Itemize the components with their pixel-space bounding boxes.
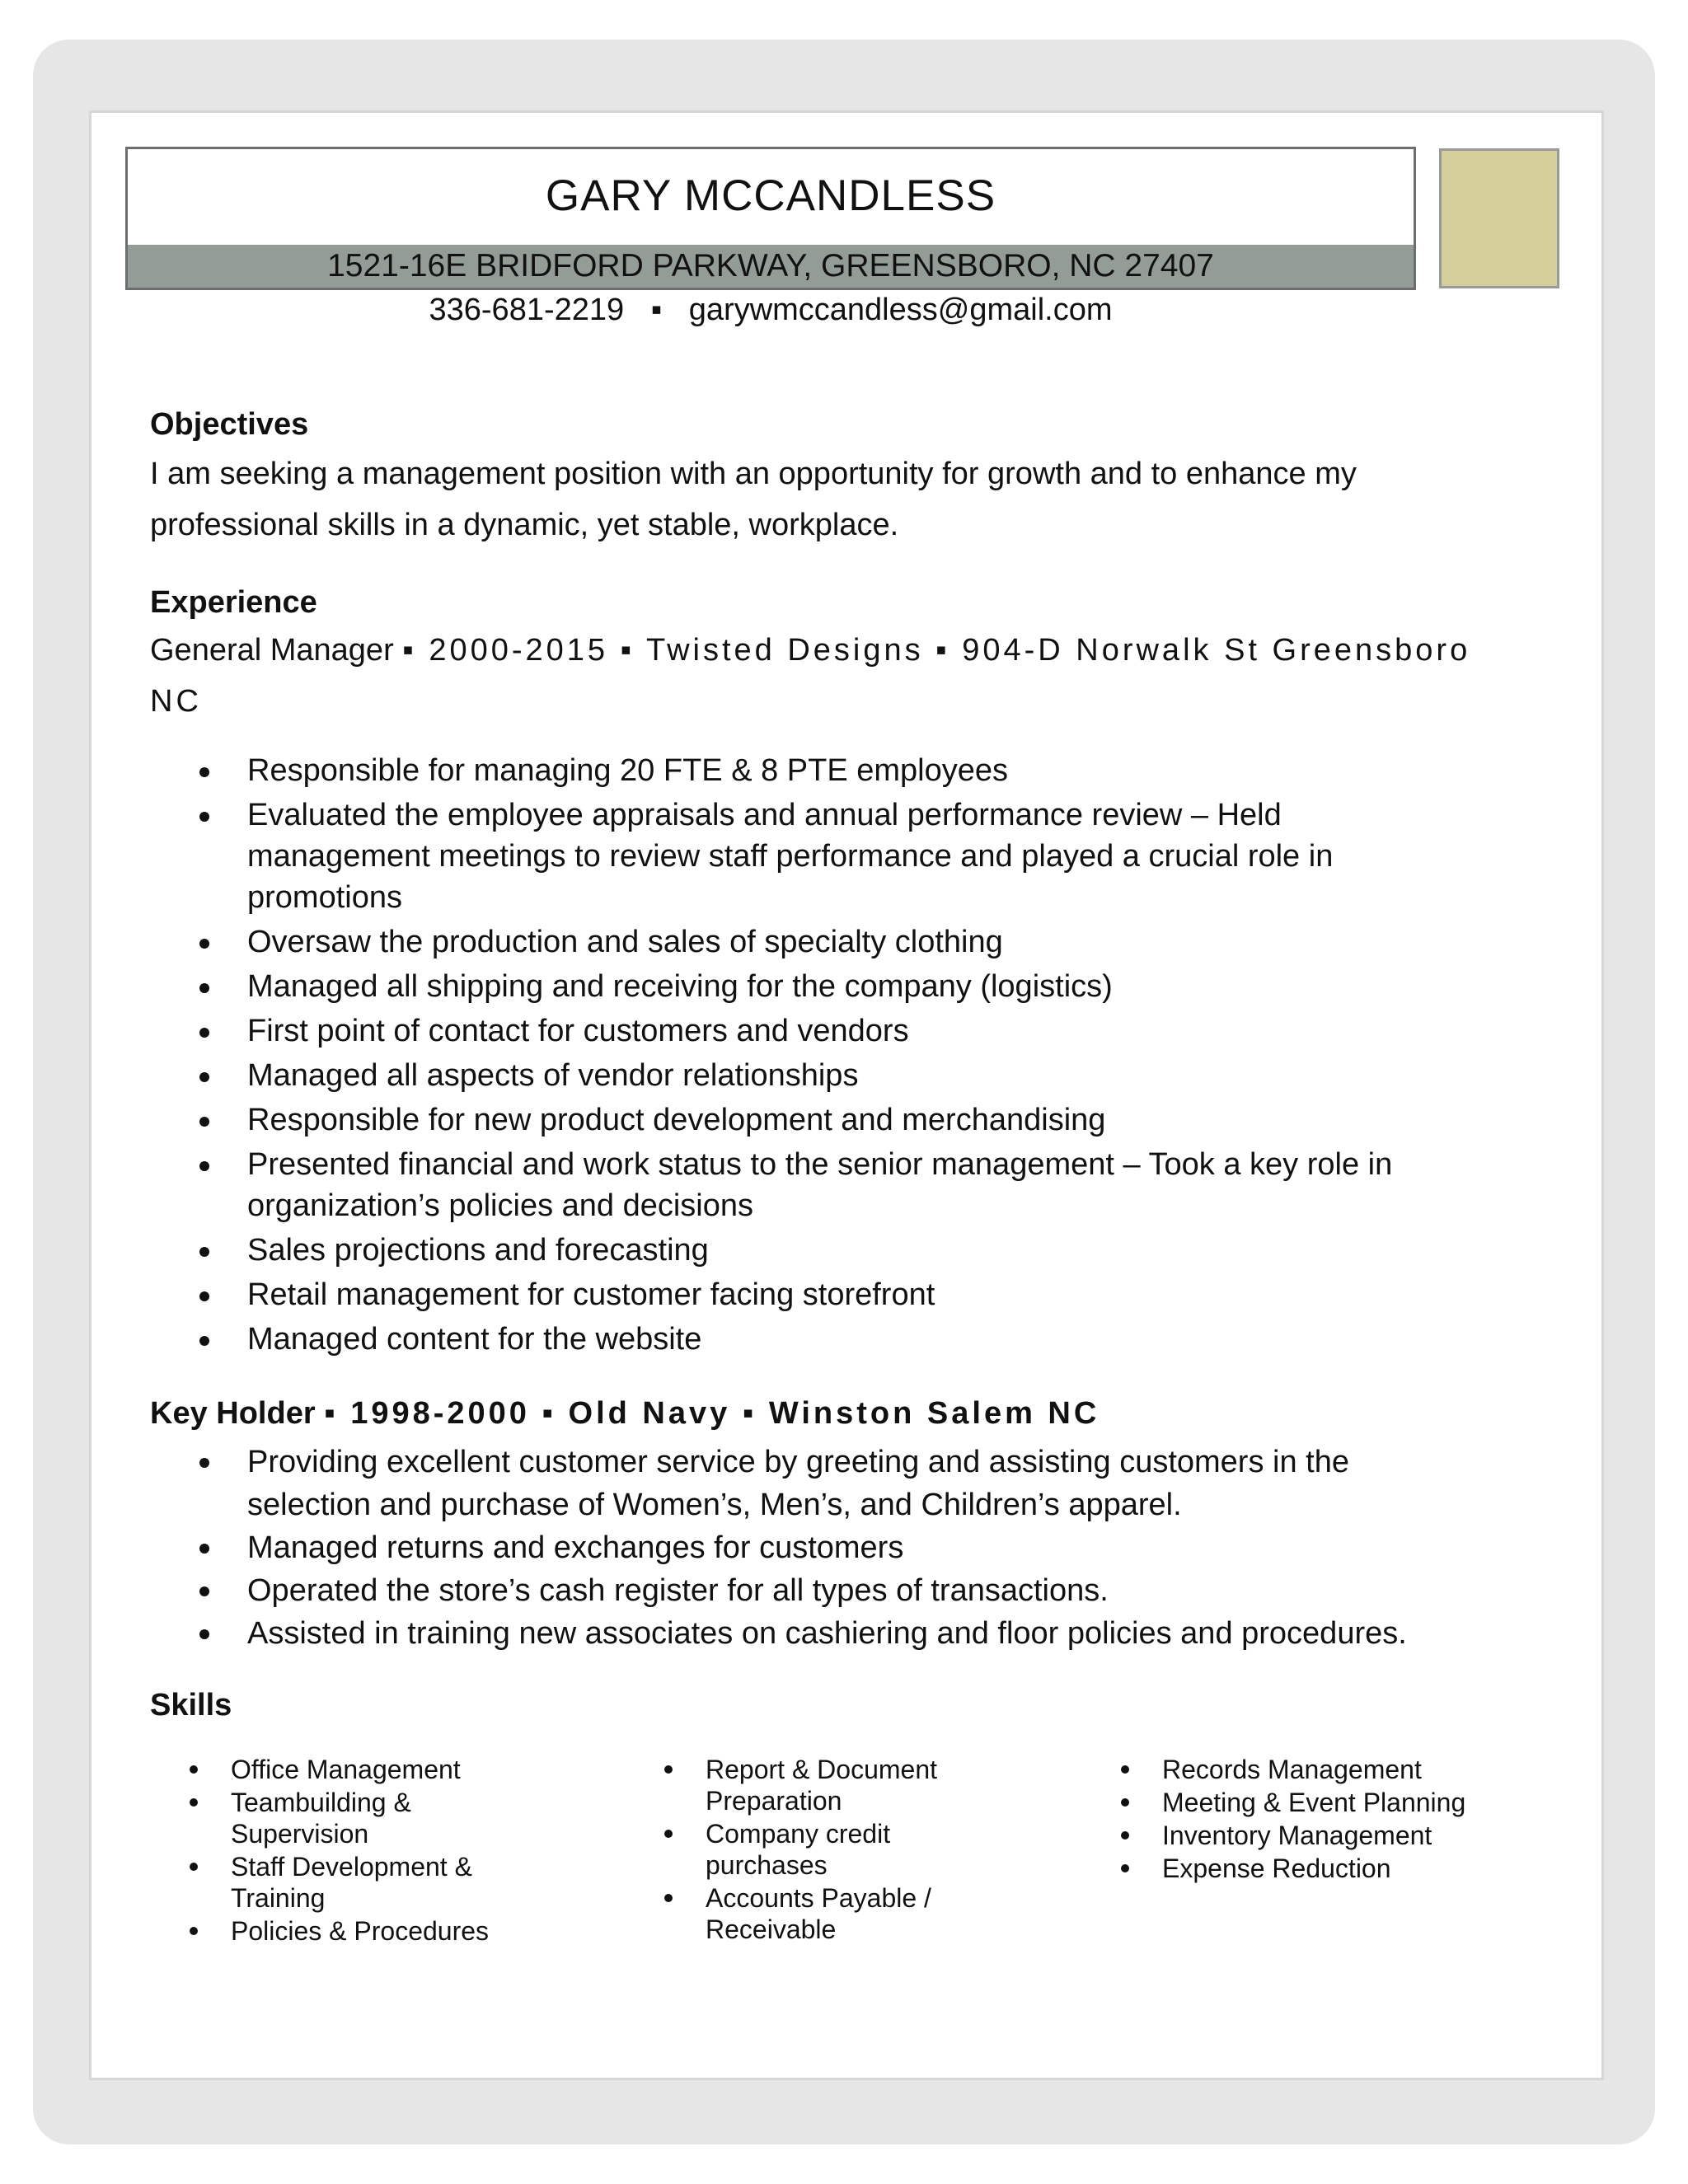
job2-bullets — [150, 1441, 1518, 1655]
decorative-square — [1439, 148, 1559, 288]
contact-line — [125, 290, 1416, 330]
list-item: Meeting & Event Planning — [1113, 1787, 1465, 1818]
job1-header-line — [150, 625, 1535, 676]
address-text: 1521-16E BRIDFORD PARKWAY, GREENSBORO, NC 27407 — [327, 248, 1214, 284]
list-item: First point of contact for customers and vendors — [150, 1010, 1518, 1052]
objectives-line: professional skills in a dynamic, yet stable, workplace. — [150, 508, 899, 542]
separator: ▪ — [650, 293, 663, 327]
list-item: Responsible for new product development and merchandising — [150, 1099, 1518, 1141]
list-item: Company credit purchases — [656, 1818, 937, 1881]
skills-heading: Skills — [150, 1688, 232, 1722]
list-item: Responsible for managing 20 FTE & 8 PTE employees — [150, 750, 1518, 791]
job2-title: Key Holder — [150, 1396, 316, 1431]
list-item: Managed returns and exchanges for customers — [150, 1526, 1518, 1569]
objectives-text — [150, 448, 1535, 551]
list-item: Accounts Payable / Receivable — [656, 1882, 937, 1945]
job1-details: ▪ 2000-2015 ▪ Twisted Designs ▪ 904-D Norwalk St Greensboro — [402, 633, 1471, 668]
list-item: Expense Reduction — [1113, 1853, 1465, 1884]
list-item: Oversaw the production and sales of specialty clothing — [150, 921, 1518, 963]
list-item: Report & Document Preparation — [656, 1754, 937, 1816]
list-item: Operated the store’s cash register for all types of transactions. — [150, 1569, 1518, 1612]
skills-column-2 — [656, 1754, 937, 1947]
job2-details: ▪ 1998-2000 ▪ Old Navy ▪ Winston Salem NC — [324, 1396, 1100, 1431]
objectives-line: I am seeking a management position with an opportunity for growth and to enhance my — [150, 457, 1357, 491]
candidate-name: GARY MCCANDLESS — [545, 171, 996, 220]
list-item: Policies & Procedures — [181, 1915, 489, 1947]
experience-heading: Experience — [150, 585, 317, 620]
list-item: Assisted in training new associates on cashiering and floor policies and procedures. — [150, 1612, 1518, 1655]
address-bar — [128, 245, 1414, 288]
list-item: Evaluated the employee appraisals and annual performance review – Held management meetings to review staff performance and played a crucial role in promotions — [150, 794, 1518, 918]
job1-bullets — [150, 750, 1518, 1360]
list-item: Office Management — [181, 1754, 489, 1785]
list-item: Staff Development & Training — [181, 1851, 489, 1914]
skills-column-3 — [1113, 1754, 1465, 1886]
job1-header — [150, 625, 1535, 727]
job2-header — [150, 1396, 1100, 1432]
list-item: Presented financial and work status to the senior management – Took a key role in organization’s policies and decisions — [150, 1144, 1518, 1226]
email-address: garywmccandless@gmail.com — [688, 293, 1113, 327]
objectives-heading: Objectives — [150, 407, 309, 442]
phone-number: 336-681-2219 — [429, 293, 625, 327]
list-item: Managed all aspects of vendor relationships — [150, 1055, 1518, 1096]
name-header — [125, 147, 1416, 290]
skills-column-1 — [181, 1754, 489, 1948]
list-item: Records Management — [1113, 1754, 1465, 1785]
list-item: Sales projections and forecasting — [150, 1230, 1518, 1271]
list-item: Inventory Management — [1113, 1820, 1465, 1851]
job1-details-cont: NC — [150, 684, 202, 719]
list-item: Providing excellent customer service by greeting and assisting customers in the selection and purchase of Women’s, Men’s, and Children’s apparel. — [150, 1441, 1518, 1526]
list-item: Retail management for customer facing storefront — [150, 1274, 1518, 1315]
job1-title: General Manager — [150, 633, 394, 668]
list-item: Managed all shipping and receiving for the company (logistics) — [150, 966, 1518, 1007]
list-item: Managed content for the website — [150, 1319, 1518, 1360]
list-item: Teambuilding & Supervision — [181, 1787, 489, 1849]
